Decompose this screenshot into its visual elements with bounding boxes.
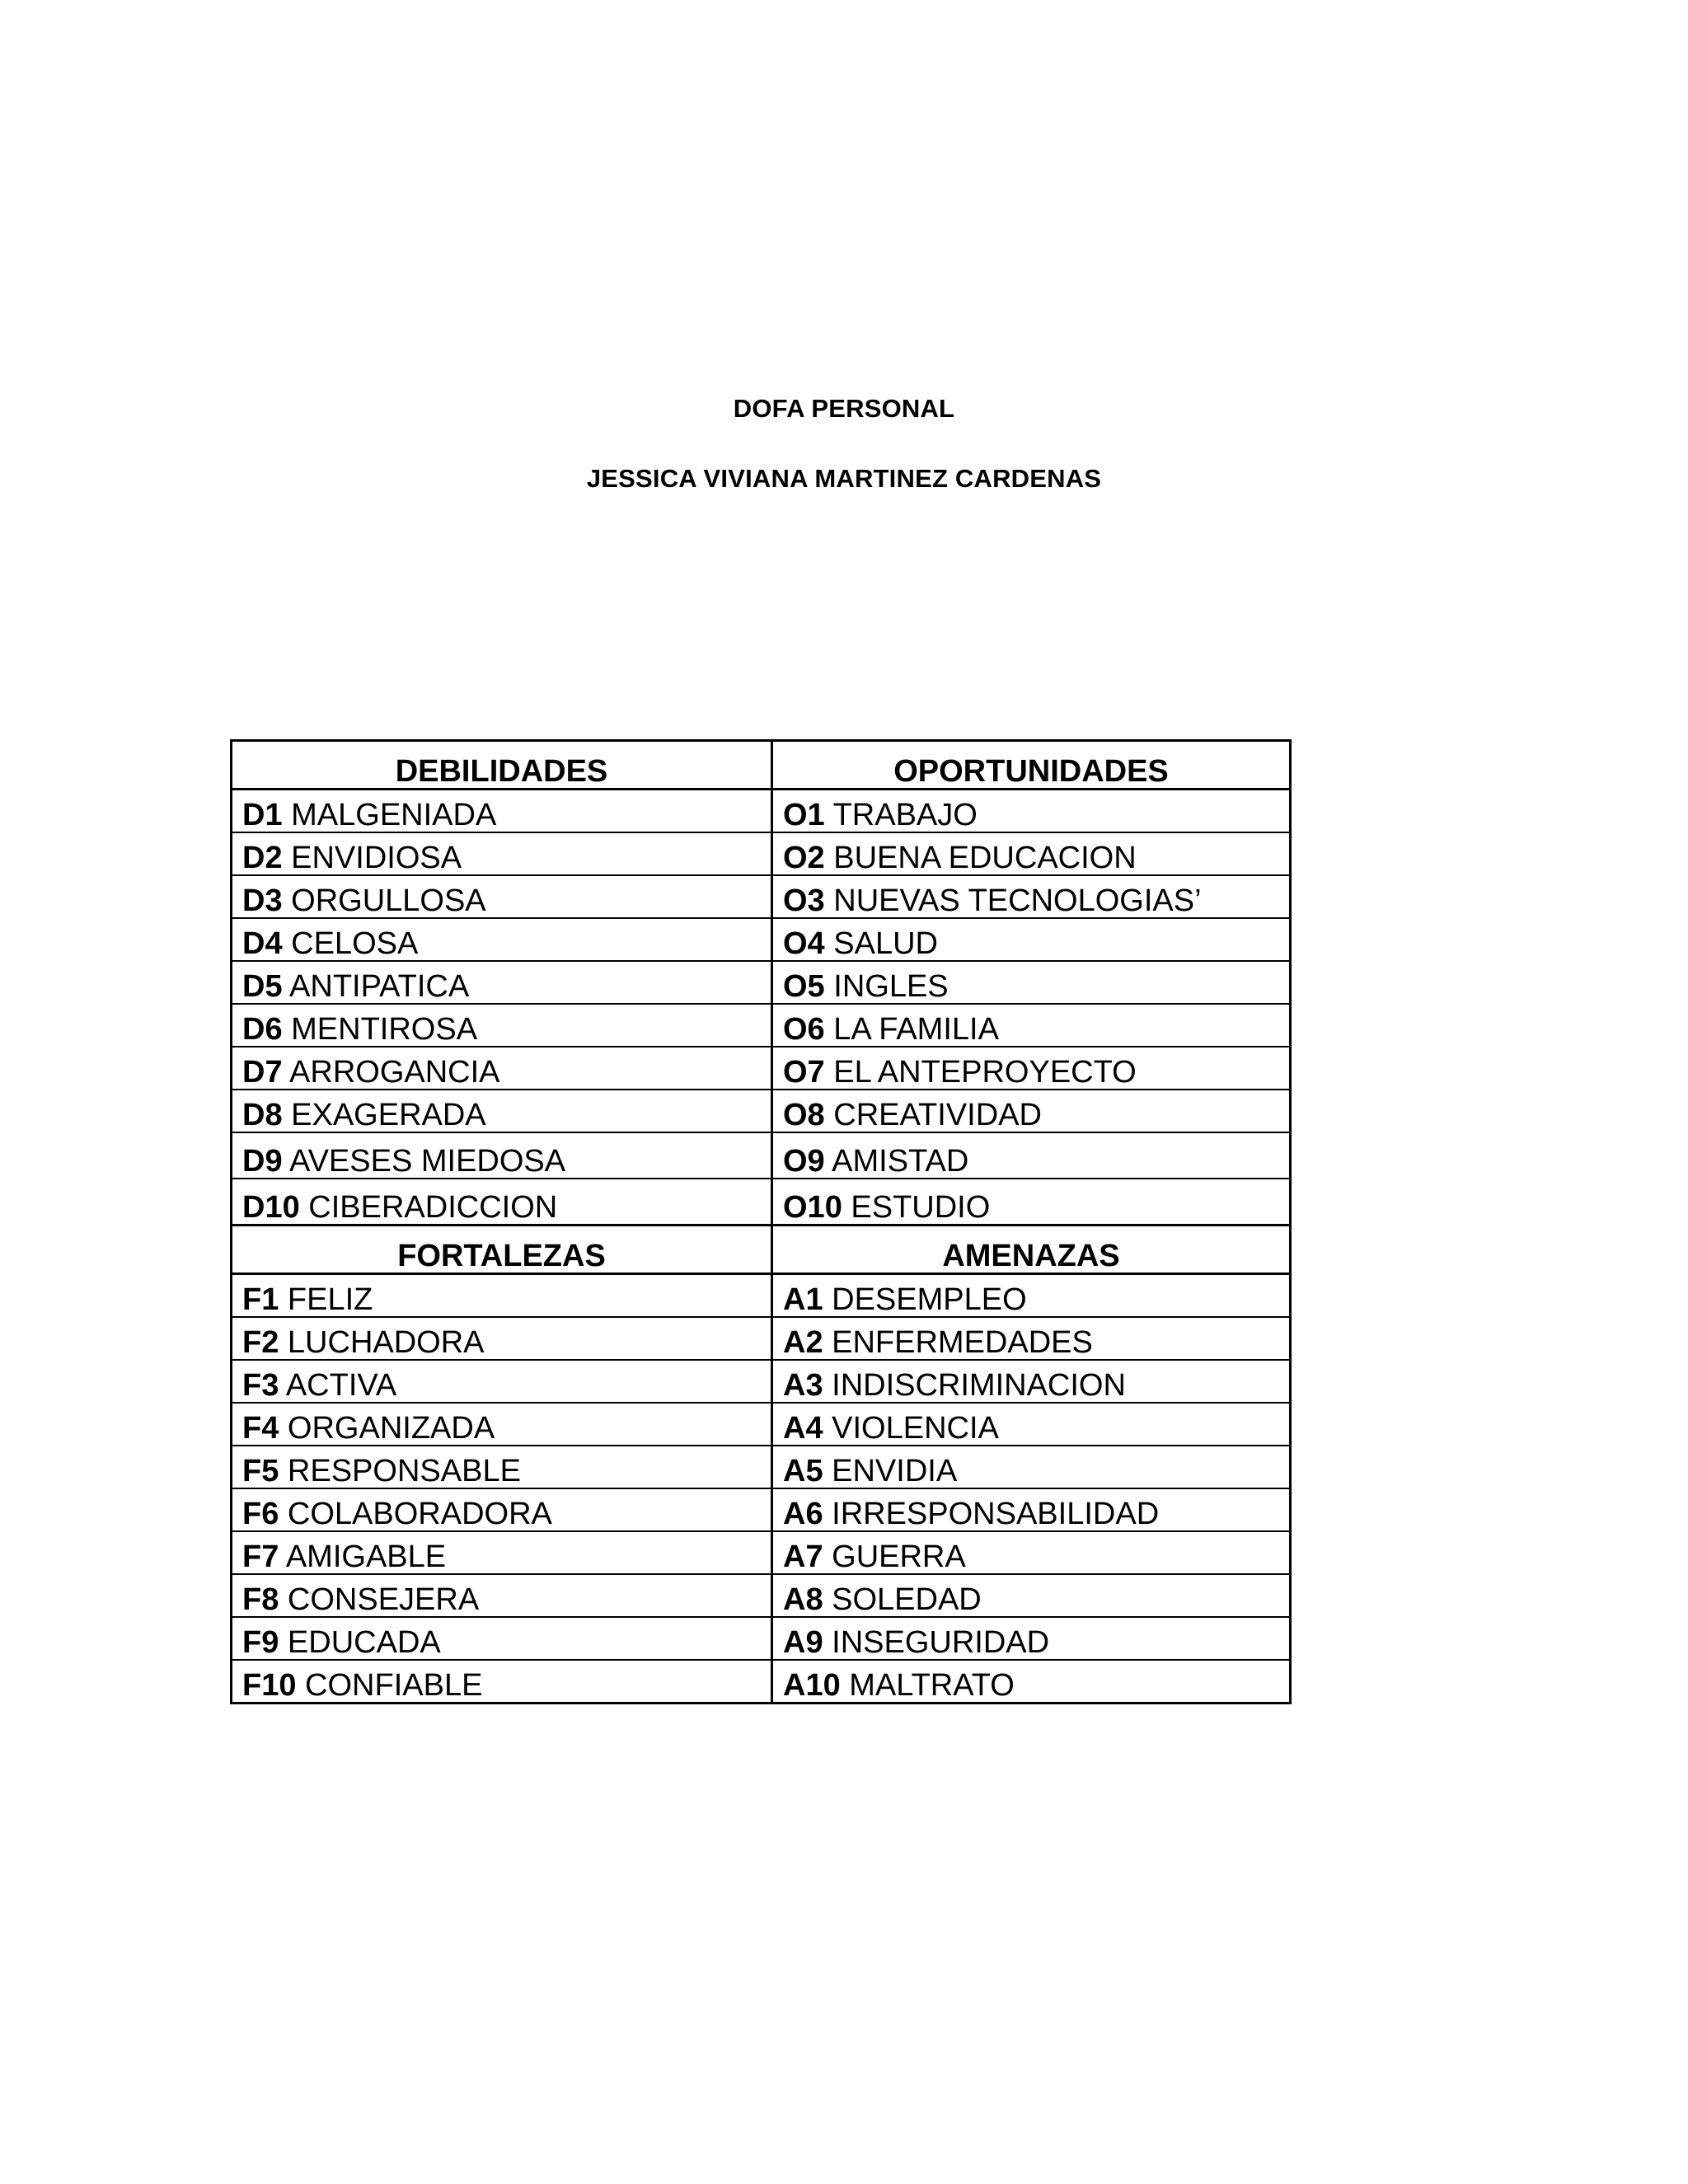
amenaza-text: IRRESPONSABILIDAD bbox=[832, 1497, 1160, 1531]
debilidad-cell bbox=[232, 1047, 772, 1090]
table-row bbox=[232, 961, 1291, 1004]
fortaleza-code: F3 bbox=[242, 1368, 279, 1403]
amenaza-code: A8 bbox=[783, 1582, 823, 1617]
table-row bbox=[232, 918, 1291, 961]
amenaza-code: A1 bbox=[783, 1282, 823, 1317]
fortaleza-text: ORGANIZADA bbox=[287, 1411, 495, 1446]
amenaza-code: A7 bbox=[783, 1540, 823, 1574]
table-row bbox=[232, 1274, 1291, 1318]
debilidad-code: D4 bbox=[242, 926, 283, 961]
fortaleza-code: F10 bbox=[242, 1668, 297, 1703]
amenaza-cell bbox=[772, 1488, 1291, 1531]
oportunidad-code: O2 bbox=[783, 841, 825, 875]
fortaleza-cell bbox=[232, 1617, 772, 1660]
amenaza-cell bbox=[772, 1660, 1291, 1704]
oportunidad-code: O1 bbox=[783, 798, 825, 832]
fortaleza-text: RESPONSABLE bbox=[287, 1454, 521, 1488]
oportunidad-text: BUENA EDUCACION bbox=[833, 841, 1137, 875]
table-row bbox=[232, 1360, 1291, 1403]
debilidad-code: D7 bbox=[242, 1055, 283, 1090]
table-row bbox=[232, 1403, 1291, 1446]
table-row bbox=[232, 1488, 1291, 1531]
table-row bbox=[232, 1047, 1291, 1090]
fortaleza-cell bbox=[232, 1274, 772, 1318]
fortaleza-text: FELIZ bbox=[287, 1282, 373, 1317]
amenaza-cell bbox=[772, 1446, 1291, 1488]
oportunidad-code: O6 bbox=[783, 1012, 825, 1047]
amenaza-text: MALTRATO bbox=[849, 1668, 1015, 1703]
amenaza-text: INDISCRIMINACION bbox=[832, 1368, 1126, 1403]
oportunidad-text: ESTUDIO bbox=[851, 1190, 991, 1225]
fortaleza-cell bbox=[232, 1360, 772, 1403]
amenaza-code: A9 bbox=[783, 1625, 823, 1660]
debilidad-text: EXAGERADA bbox=[291, 1098, 486, 1132]
fortaleza-cell bbox=[232, 1488, 772, 1531]
table-row bbox=[232, 1574, 1291, 1617]
debilidad-cell bbox=[232, 1132, 772, 1179]
header-row-top bbox=[232, 741, 1291, 790]
table-row bbox=[232, 1531, 1291, 1574]
fortaleza-code: F7 bbox=[242, 1540, 279, 1574]
fortaleza-cell bbox=[232, 1531, 772, 1574]
oportunidad-text: CREATIVIDAD bbox=[833, 1098, 1042, 1132]
debilidades-header: DEBILIDADES bbox=[232, 741, 772, 790]
amenaza-text: VIOLENCIA bbox=[832, 1411, 999, 1446]
document-subtitle: JESSICA VIVIANA MARTINEZ CARDENAS bbox=[586, 464, 1102, 493]
amenaza-code: A3 bbox=[783, 1368, 823, 1403]
oportunidad-cell bbox=[772, 1132, 1291, 1179]
oportunidad-text: LA FAMILIA bbox=[833, 1012, 999, 1047]
oportunidad-code: O5 bbox=[783, 969, 825, 1004]
table-row bbox=[232, 1317, 1291, 1360]
top-section bbox=[232, 741, 1291, 1226]
fortaleza-cell bbox=[232, 1446, 772, 1488]
debilidad-text: ARROGANCIA bbox=[289, 1055, 500, 1090]
debilidad-code: D3 bbox=[242, 883, 283, 918]
amenaza-cell bbox=[772, 1317, 1291, 1360]
amenaza-text: INSEGURIDAD bbox=[832, 1625, 1050, 1660]
debilidad-cell bbox=[232, 875, 772, 918]
amenaza-cell bbox=[772, 1531, 1291, 1574]
debilidad-text: ENVIDIOSA bbox=[291, 841, 462, 875]
fortaleza-text: CONFIABLE bbox=[305, 1668, 483, 1703]
oportunidad-cell bbox=[772, 961, 1291, 1004]
fortaleza-cell bbox=[232, 1403, 772, 1446]
oportunidad-cell bbox=[772, 918, 1291, 961]
oportunidad-text: EL ANTEPROYECTO bbox=[833, 1055, 1137, 1090]
amenaza-text: DESEMPLEO bbox=[832, 1282, 1027, 1317]
fortaleza-code: F8 bbox=[242, 1582, 279, 1617]
debilidad-code: D8 bbox=[242, 1098, 283, 1132]
debilidad-cell bbox=[232, 918, 772, 961]
oportunidad-code: O8 bbox=[783, 1098, 825, 1132]
fortaleza-text: COLABORADORA bbox=[287, 1497, 552, 1531]
fortaleza-code: F6 bbox=[242, 1497, 279, 1531]
debilidad-code: D5 bbox=[242, 969, 283, 1004]
oportunidad-code: O4 bbox=[783, 926, 825, 961]
oportunidad-text: NUEVAS TECNOLOGIAS’ bbox=[833, 883, 1202, 918]
amenaza-cell bbox=[772, 1617, 1291, 1660]
debilidad-cell bbox=[232, 1004, 772, 1047]
amenazas-header: AMENAZAS bbox=[772, 1226, 1291, 1274]
amenaza-cell bbox=[772, 1574, 1291, 1617]
oportunidad-code: O9 bbox=[783, 1144, 825, 1179]
debilidad-text: MALGENIADA bbox=[291, 798, 497, 832]
fortaleza-cell bbox=[232, 1574, 772, 1617]
oportunidad-cell bbox=[772, 1179, 1291, 1226]
amenaza-text: ENFERMEDADES bbox=[832, 1325, 1093, 1360]
table-row bbox=[232, 832, 1291, 875]
oportunidad-cell bbox=[772, 1004, 1291, 1047]
debilidad-code: D6 bbox=[242, 1012, 283, 1047]
fortaleza-cell bbox=[232, 1317, 772, 1360]
oportunidad-code: O10 bbox=[783, 1190, 842, 1225]
fortaleza-text: LUCHADORA bbox=[287, 1325, 485, 1360]
fortaleza-text: ACTIVA bbox=[285, 1368, 397, 1403]
debilidad-text: CIBERADICCION bbox=[308, 1190, 558, 1225]
oportunidad-text: INGLES bbox=[833, 969, 949, 1004]
fortaleza-code: F1 bbox=[242, 1282, 279, 1317]
amenaza-cell bbox=[772, 1274, 1291, 1318]
table-row bbox=[232, 875, 1291, 918]
fortaleza-code: F4 bbox=[242, 1411, 279, 1446]
oportunidad-text: AMISTAD bbox=[832, 1144, 969, 1179]
oportunidad-cell bbox=[772, 790, 1291, 833]
amenaza-cell bbox=[772, 1360, 1291, 1403]
fortalezas-header: FORTALEZAS bbox=[232, 1226, 772, 1274]
oportunidad-cell bbox=[772, 875, 1291, 918]
oportunidades-header: OPORTUNIDADES bbox=[772, 741, 1291, 790]
debilidad-text: ORGULLOSA bbox=[291, 883, 486, 918]
debilidad-cell bbox=[232, 832, 772, 875]
oportunidad-text: TRABAJO bbox=[832, 798, 978, 832]
oportunidad-cell bbox=[772, 1090, 1291, 1132]
dofa-table bbox=[230, 739, 1292, 1704]
table-row bbox=[232, 1090, 1291, 1132]
bottom-section bbox=[232, 1226, 1291, 1704]
table-row bbox=[232, 1179, 1291, 1226]
oportunidad-text: SALUD bbox=[833, 926, 938, 961]
amenaza-text: ENVIDIA bbox=[832, 1454, 958, 1488]
debilidad-cell bbox=[232, 790, 772, 833]
amenaza-code: A6 bbox=[783, 1497, 823, 1531]
fortaleza-text: CONSEJERA bbox=[287, 1582, 480, 1617]
debilidad-code: D2 bbox=[242, 841, 283, 875]
amenaza-code: A10 bbox=[783, 1668, 841, 1703]
oportunidad-cell bbox=[772, 832, 1291, 875]
fortaleza-code: F5 bbox=[242, 1454, 279, 1488]
table-row bbox=[232, 1132, 1291, 1179]
debilidad-code: D9 bbox=[242, 1144, 283, 1179]
table-row bbox=[232, 1660, 1291, 1704]
debilidad-code: D1 bbox=[242, 798, 283, 832]
fortaleza-text: EDUCADA bbox=[287, 1625, 441, 1660]
table-row bbox=[232, 1617, 1291, 1660]
debilidad-text: CELOSA bbox=[291, 926, 419, 961]
amenaza-code: A2 bbox=[783, 1325, 823, 1360]
fortaleza-cell bbox=[232, 1660, 772, 1704]
debilidad-text: MENTIROSA bbox=[291, 1012, 478, 1047]
fortaleza-text: AMIGABLE bbox=[285, 1540, 447, 1574]
fortaleza-code: F2 bbox=[242, 1325, 279, 1360]
debilidad-cell bbox=[232, 961, 772, 1004]
oportunidad-cell bbox=[772, 1047, 1291, 1090]
header-row-bottom bbox=[232, 1226, 1291, 1274]
amenaza-cell bbox=[772, 1403, 1291, 1446]
debilidad-text: AVESES MIEDOSA bbox=[289, 1144, 566, 1179]
debilidad-code: D10 bbox=[242, 1190, 300, 1225]
amenaza-text: SOLEDAD bbox=[832, 1582, 982, 1617]
table-row bbox=[232, 1446, 1291, 1488]
amenaza-text: GUERRA bbox=[832, 1540, 966, 1574]
table-row bbox=[232, 790, 1291, 833]
amenaza-code: A4 bbox=[783, 1411, 823, 1446]
debilidad-cell bbox=[232, 1090, 772, 1132]
debilidad-text: ANTIPATICA bbox=[289, 969, 470, 1004]
table-row bbox=[232, 1004, 1291, 1047]
fortaleza-code: F9 bbox=[242, 1625, 279, 1660]
oportunidad-code: O7 bbox=[783, 1055, 825, 1090]
debilidad-cell bbox=[232, 1179, 772, 1226]
oportunidad-code: O3 bbox=[783, 883, 825, 918]
document-title: DOFA PERSONAL bbox=[733, 394, 955, 423]
amenaza-code: A5 bbox=[783, 1454, 823, 1488]
